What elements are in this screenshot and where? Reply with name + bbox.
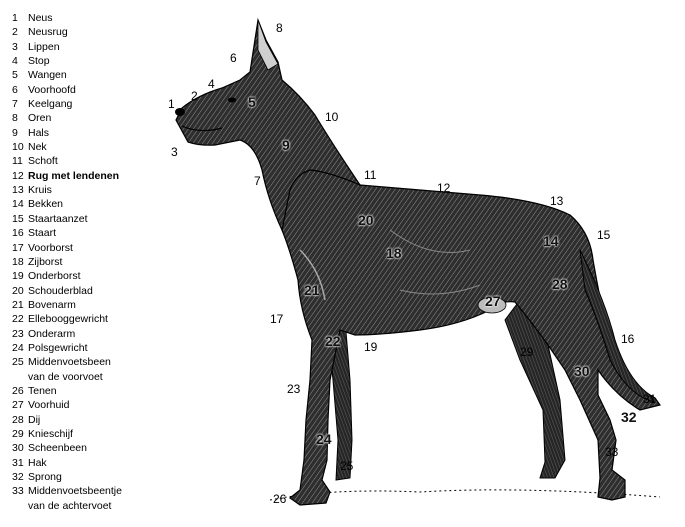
figure-label-32: 32 — [621, 409, 637, 425]
legend-text: Neusrug — [28, 26, 68, 39]
figure-label-12: 12 — [437, 181, 451, 195]
legend-number: 19 — [12, 270, 24, 283]
figure-label-3: 3 — [171, 145, 178, 159]
legend-text: Staartaanzet — [28, 212, 88, 225]
legend-text: Oren — [28, 112, 52, 125]
figure-label-26: 26 — [273, 492, 287, 506]
legend-number: 28 — [12, 413, 24, 426]
legend-text: Lippen — [28, 40, 60, 53]
legend-number: 12 — [12, 169, 24, 182]
figure-label-25: 25 — [340, 459, 354, 473]
figure-label-27: 27 — [485, 293, 501, 309]
figure-label-9: 9 — [282, 137, 290, 153]
legend-number: 27 — [12, 399, 24, 412]
legend-text: Neus — [28, 12, 53, 24]
dog-nose — [175, 108, 185, 116]
figure-label-33: 33 — [605, 445, 619, 459]
figure-label-5: 5 — [248, 94, 256, 110]
legend-text: Zijborst — [28, 255, 63, 268]
legend-text: Ellebooggewricht — [28, 313, 108, 326]
legend-number: 26 — [12, 384, 24, 397]
legend-number: 4 — [12, 55, 18, 68]
figure-label-15: 15 — [597, 228, 611, 242]
figure-label-19: 19 — [364, 340, 378, 354]
legend-text: Kruis — [28, 184, 52, 197]
legend-number: 22 — [12, 313, 24, 326]
figure-label-4: 4 — [208, 77, 215, 91]
legend-number: 23 — [12, 327, 24, 340]
figure-label-30: 30 — [574, 363, 590, 379]
legend-text: Scheenbeen — [28, 442, 87, 455]
legend-text: Voorhuid — [28, 399, 70, 412]
figure-label-17: 17 — [270, 312, 284, 326]
legend-text: Polsgewricht — [28, 341, 88, 354]
figure-label-10: 10 — [325, 110, 339, 124]
legend-text-continuation: van de voorvoet — [28, 370, 103, 383]
legend-number: 2 — [12, 26, 18, 39]
legend-number: 18 — [12, 255, 24, 268]
legend-text: Stop — [28, 55, 50, 68]
legend-text: Rug met lendenen — [28, 169, 120, 182]
figure-label-2: 2 — [191, 89, 198, 103]
legend-number: 21 — [12, 298, 24, 311]
legend-text: Hals — [28, 126, 50, 139]
legend-number: 10 — [12, 141, 24, 154]
figure-label-11: 11 — [364, 168, 377, 182]
legend-number: 33 — [12, 485, 24, 498]
legend-text-continuation: van de achtervoet — [28, 499, 112, 512]
legend-number: 31 — [12, 456, 24, 469]
figure-label-23: 23 — [287, 382, 301, 396]
legend-number: 32 — [12, 471, 24, 483]
legend-text: Schoft — [28, 155, 58, 168]
figure-label-7: 7 — [254, 174, 261, 188]
legend-text: Staart — [28, 227, 57, 240]
legend-text: Bovenarm — [28, 298, 76, 311]
legend-number: 30 — [12, 442, 24, 455]
legend-number: 8 — [12, 112, 18, 125]
figure-label-18: 18 — [386, 245, 402, 261]
legend-text: Schouderblad — [28, 284, 93, 297]
figure-label-6: 6 — [230, 51, 237, 65]
figure-label-20: 20 — [358, 212, 374, 228]
legend-number: 16 — [12, 227, 24, 240]
legend-text: Keelgang — [28, 98, 73, 111]
legend-text: Middenvoetsbeentje — [28, 485, 122, 498]
figure-label-16: 16 — [621, 332, 635, 346]
legend-text: Knieschijf — [28, 427, 73, 440]
legend-text: Nek — [28, 141, 47, 154]
figure-label-31: 31 — [643, 392, 657, 406]
legend-number: 11 — [12, 155, 23, 168]
legend-text: Sprong — [28, 471, 62, 483]
legend-number: 6 — [12, 83, 18, 96]
legend-number: 14 — [12, 198, 24, 211]
legend-text: Voorhoofd — [28, 83, 76, 96]
legend-text: Tenen — [28, 384, 57, 397]
figure-label-13: 13 — [550, 194, 564, 208]
legend-text: Dij — [28, 413, 41, 426]
legend-number: 9 — [12, 126, 18, 139]
legend-text: Wangen — [28, 69, 67, 82]
legend-number: 13 — [12, 184, 24, 197]
legend-text: Hak — [28, 456, 47, 469]
legend-number: 29 — [12, 427, 24, 440]
dog-eye — [228, 98, 236, 103]
legend-number: 20 — [12, 284, 24, 297]
legend-text: Voorborst — [28, 241, 73, 254]
legend-number: 7 — [12, 98, 18, 111]
legend-number: 5 — [12, 69, 18, 82]
legend-number: 1 — [12, 12, 18, 24]
figure-label-22: 22 — [325, 333, 341, 349]
legend-text: Bekken — [28, 198, 64, 211]
legend-number: 17 — [12, 241, 24, 254]
legend-number: 15 — [12, 212, 24, 225]
legend-text: Onderborst — [28, 270, 81, 283]
legend-number: 24 — [12, 341, 24, 354]
legend-number: 3 — [12, 40, 18, 53]
figure-label-29: 29 — [520, 345, 534, 359]
figure-label-28: 28 — [552, 276, 568, 292]
figure-label-21: 21 — [304, 282, 320, 298]
figure-label-14: 14 — [543, 233, 559, 249]
figure-label-8: 8 — [276, 21, 283, 35]
legend-number: 25 — [12, 356, 24, 369]
legend-text: Middenvoetsbeen — [28, 356, 111, 369]
legend-text: Onderarm — [28, 327, 76, 340]
figure-label-24: 24 — [316, 431, 332, 447]
figure-label-1: 1 — [168, 97, 175, 111]
